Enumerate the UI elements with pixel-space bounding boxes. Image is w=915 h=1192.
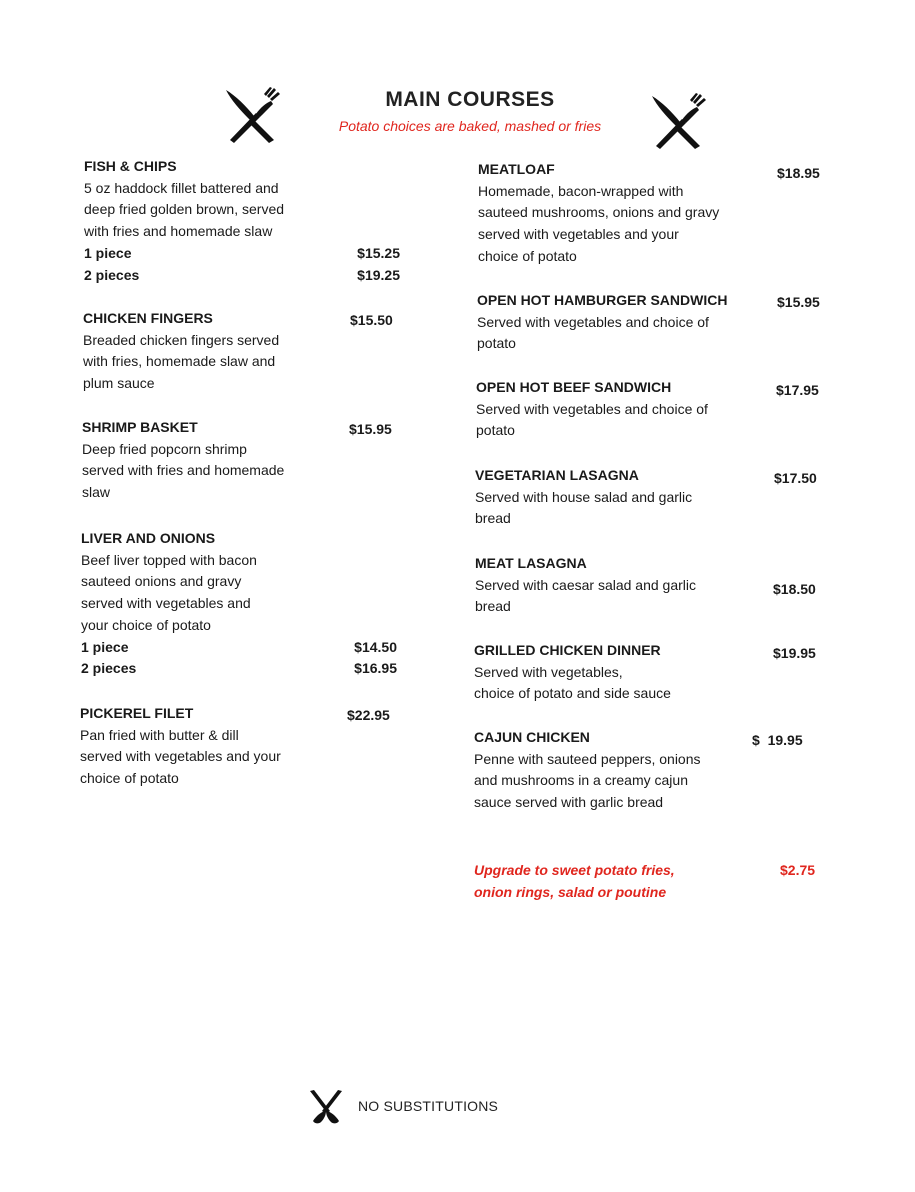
menu-item-vegetarian-lasagna: [475, 465, 765, 530]
menu-item-fish-and-chips: [84, 156, 400, 286]
item-price: $15.95: [777, 294, 820, 310]
item-desc-line: Penne with sauteed peppers, onions: [474, 750, 701, 767]
option-label: 2 pieces: [81, 660, 137, 677]
item-name: OPEN HOT HAMBURGER SANDWICH: [477, 292, 728, 308]
upgrade-note: [474, 859, 724, 903]
item-price: $15.95: [349, 421, 392, 437]
item-price: $17.50: [774, 470, 817, 486]
item-desc-line: potato: [476, 422, 515, 439]
item-desc-line: with fries and homemade slaw: [84, 223, 273, 240]
item-desc-line: and mushrooms in a creamy cajun: [474, 772, 688, 789]
item-price: $22.95: [347, 707, 390, 723]
no-substitutions-note: NO SUBSTITUTIONS: [358, 1098, 499, 1114]
item-price: $18.95: [777, 165, 820, 181]
item-option-row: [84, 265, 400, 287]
menu-item-meat-lasagna: [475, 553, 765, 618]
item-name: GRILLED CHICKEN DINNER: [474, 642, 661, 658]
item-desc-line: plum sauce: [83, 375, 155, 392]
item-desc-line: potato: [477, 335, 516, 352]
item-price: $19.95: [773, 645, 816, 661]
item-desc-line: with fries, homemade slaw and: [83, 353, 276, 370]
item-name: MEATLOAF: [478, 161, 555, 177]
item-desc-line: Deep fried popcorn shrimp: [82, 440, 247, 457]
item-name: SHRIMP BASKET: [82, 419, 198, 435]
crossed-paddles-icon: [306, 1089, 346, 1125]
item-desc-line: Served with caesar salad and garlic: [475, 576, 697, 593]
item-desc-line: Beef liver topped with bacon: [81, 551, 257, 568]
item-desc-line: choice of potato and side sauce: [474, 685, 671, 702]
menu-item-open-hot-hamburger-sandwich: [477, 290, 767, 355]
item-desc-line: your choice of potato: [81, 616, 211, 633]
item-desc-line: 5 oz haddock fillet battered and: [84, 179, 279, 196]
item-name: VEGETARIAN LASAGNA: [475, 467, 639, 483]
fork-knife-crossed-icon: [648, 92, 708, 150]
item-name: CAJUN CHICKEN: [474, 729, 590, 745]
item-option-row: [84, 243, 400, 265]
item-desc-line: bread: [475, 510, 511, 527]
item-desc-line: Served with vegetables and choice of: [476, 400, 708, 417]
item-option-row: [81, 658, 397, 680]
item-desc-line: bread: [475, 598, 511, 615]
upgrade-price: $2.75: [780, 862, 816, 878]
item-name: OPEN HOT BEEF SANDWICH: [476, 379, 672, 395]
item-desc-line: Served with vegetables and choice of: [477, 313, 709, 330]
option-label: 1 piece: [81, 638, 129, 655]
item-desc-line: deep fried golden brown, served: [84, 201, 285, 218]
page-title: MAIN COURSES: [385, 88, 555, 111]
menu-item-grilled-chicken-dinner: [474, 640, 764, 705]
page-subtitle: Potato choices are baked, mashed or fries: [338, 118, 602, 134]
menu-item-chicken-fingers: [83, 308, 343, 395]
item-price: $17.95: [776, 382, 819, 398]
item-name: FISH & CHIPS: [84, 158, 177, 174]
menu-item-open-hot-beef-sandwich: [476, 377, 766, 442]
item-desc-line: sauteed onions and gravy: [81, 573, 242, 590]
item-desc-line: served with fries and homemade: [82, 462, 285, 479]
item-desc-line: Served with house salad and garlic: [475, 488, 693, 505]
item-desc-line: choice of potato: [478, 247, 577, 264]
fork-knife-crossed-icon: [222, 86, 282, 144]
item-desc-line: sauteed mushrooms, onions and gravy: [478, 204, 720, 221]
option-label: 1 piece: [84, 244, 132, 261]
item-desc-line: served with vegetables and your: [80, 748, 281, 765]
item-name: CHICKEN FINGERS: [83, 310, 213, 326]
menu-item-meatloaf: [478, 159, 758, 268]
option-price: $14.50: [354, 638, 397, 655]
upgrade-line: onion rings, salad or poutine: [474, 884, 667, 900]
item-option-row: [81, 637, 397, 659]
item-price: $18.50: [773, 581, 816, 597]
item-desc-line: served with vegetables and: [81, 595, 251, 612]
menu-item-liver-and-onions: [81, 528, 397, 680]
menu-item-shrimp-basket: [82, 417, 342, 504]
option-price: $15.25: [357, 244, 400, 261]
upgrade-line: Upgrade to sweet potato fries,: [474, 862, 675, 878]
menu-item-cajun-chicken: [474, 727, 764, 814]
menu-item-pickerel-filet: [80, 703, 340, 790]
item-desc-line: served with vegetables and your: [478, 226, 679, 243]
option-price: $19.25: [357, 266, 400, 283]
item-desc-line: slaw: [82, 484, 111, 501]
item-desc-line: Breaded chicken fingers served: [83, 331, 280, 348]
item-desc-line: sauce served with garlic bread: [474, 794, 664, 811]
option-label: 2 pieces: [84, 266, 140, 283]
item-desc-line: Pan fried with butter & dill: [80, 726, 239, 743]
item-desc-line: choice of potato: [80, 770, 179, 787]
item-desc-line: Homemade, bacon-wrapped with: [478, 182, 684, 199]
item-name: MEAT LASAGNA: [475, 555, 587, 571]
item-desc-line: Served with vegetables,: [474, 663, 623, 680]
item-price: $ 19.95: [752, 732, 803, 748]
item-price: $15.50: [350, 312, 393, 328]
item-name: LIVER AND ONIONS: [81, 530, 216, 546]
option-price: $16.95: [354, 660, 397, 677]
item-name: PICKEREL FILET: [80, 705, 194, 721]
